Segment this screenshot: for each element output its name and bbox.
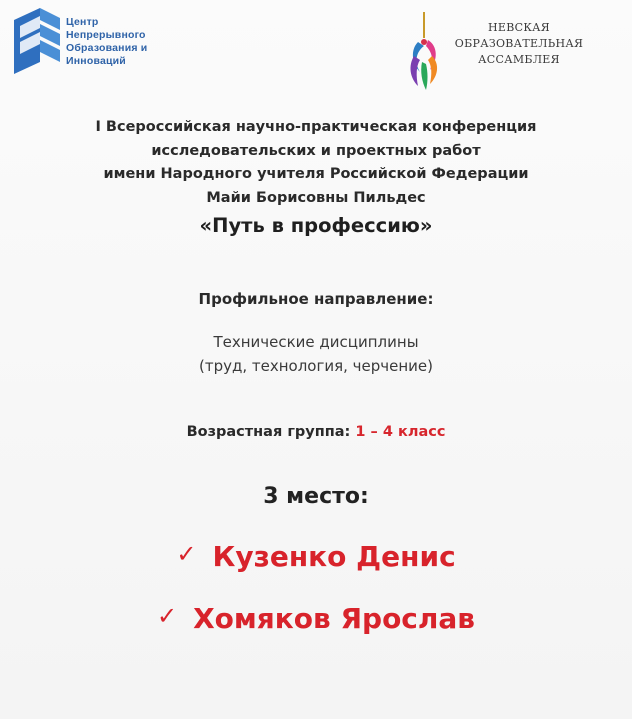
logo-right-line: НЕВСКАЯ bbox=[488, 21, 550, 34]
direction-label: Профильное направление: bbox=[198, 290, 434, 308]
title-line: Майи Борисовны Пильдес bbox=[206, 189, 426, 206]
winner-name: Хомяков Ярослав bbox=[193, 602, 476, 635]
age-group bbox=[0, 424, 632, 440]
age-group-value: 1 – 4 класс bbox=[355, 424, 446, 440]
logo-left-line: Образования и bbox=[66, 42, 148, 54]
logo-right-line: ОБРАЗОВАТЕЛЬНАЯ bbox=[454, 37, 584, 50]
winner-name: Кузенко Денис bbox=[212, 540, 456, 573]
logo-right-line: АССАМБЛЕЯ bbox=[478, 53, 560, 66]
title-line: имени Народного учителя Российской Федерации bbox=[103, 166, 529, 182]
winner-entry bbox=[0, 602, 632, 635]
logo-left-line: Инноваций bbox=[66, 55, 126, 67]
direction-value bbox=[0, 330, 632, 378]
logo-left-line: Непрерывного bbox=[66, 29, 146, 41]
title-line: исследовательских и проектных работ bbox=[151, 142, 481, 159]
title-line: I Всероссийская научно-практическая конференция bbox=[95, 119, 537, 135]
open-book-icon bbox=[10, 6, 64, 76]
logo-right bbox=[402, 12, 602, 92]
direction-line: (труд, технология, черчение) bbox=[198, 357, 434, 375]
checkmark-icon: ✓ bbox=[156, 602, 178, 630]
winner-entry bbox=[0, 540, 632, 573]
conference-title bbox=[0, 116, 632, 210]
conference-name: «Путь в профессию» bbox=[199, 214, 433, 237]
spire-figure-icon bbox=[402, 12, 452, 92]
logo-left bbox=[10, 6, 180, 78]
direction-line: Технические дисциплины bbox=[213, 333, 419, 351]
logo-left-line: Центр bbox=[66, 16, 99, 28]
checkmark-icon: ✓ bbox=[176, 540, 197, 568]
age-group-label: Возрастная группа: bbox=[186, 424, 351, 440]
place-label: 3 место: bbox=[263, 484, 369, 509]
